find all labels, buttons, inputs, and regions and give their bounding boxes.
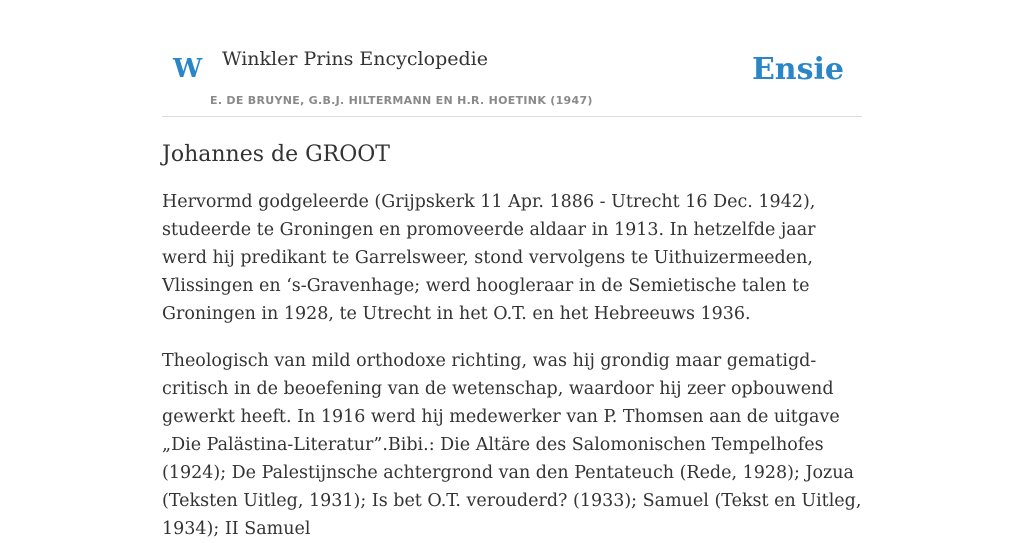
page-title: Johannes de GROOT [162, 142, 390, 167]
article-paragraph: Theologisch van mild orthodoxe richting, was hij grondig maar gematigd-critisch in de beoefening van de wetenschap, waardoor hij zeer opbouwend gewerkt heeft. In 1916 werd hij medewerker van P. Thomsen aan de uitgave „Die Palästina-Literatur”.Bibi.: Die Altäre des Salomonischen Tempelhofes (1924); De Palestijnsche achtergrond van den Pentateuch (Rede, 1928); Jozua (Teksten Uitleg, 1931); Is bet O.T. verouderd? (1933); Samuel (Tekst en Uitleg, 1934); II Samuel [162, 351, 862, 539]
site-title[interactable]: Winkler Prins Encyclopedie [222, 48, 488, 70]
site-header [162, 0, 862, 117]
site-authors: E. DE BRUYNE, G.B.J. HILTERMANN EN H.R. HOETINK (1947) [210, 94, 593, 107]
article [162, 138, 862, 543]
article-paragraph: Hervormd godgeleerde (Grijpskerk 11 Apr. 1886 - Utrecht 16 Dec. 1942), studeerde te Groningen en promoveerde aldaar in 1913. In hetzelfde jaar werd hij predikant te Garrelsweer, stond vervolgens te Uithuizermeeden, Vlissingen en ‘s-Gravenhage; werd hoogleraar in de Semietische talen te Groningen in 1928, te Utrecht in het O.T. en het Hebreeuws 1936. [162, 192, 816, 324]
ensie-logo[interactable]: Ensie [751, 52, 844, 87]
logo-w-icon[interactable]: W [173, 54, 203, 84]
